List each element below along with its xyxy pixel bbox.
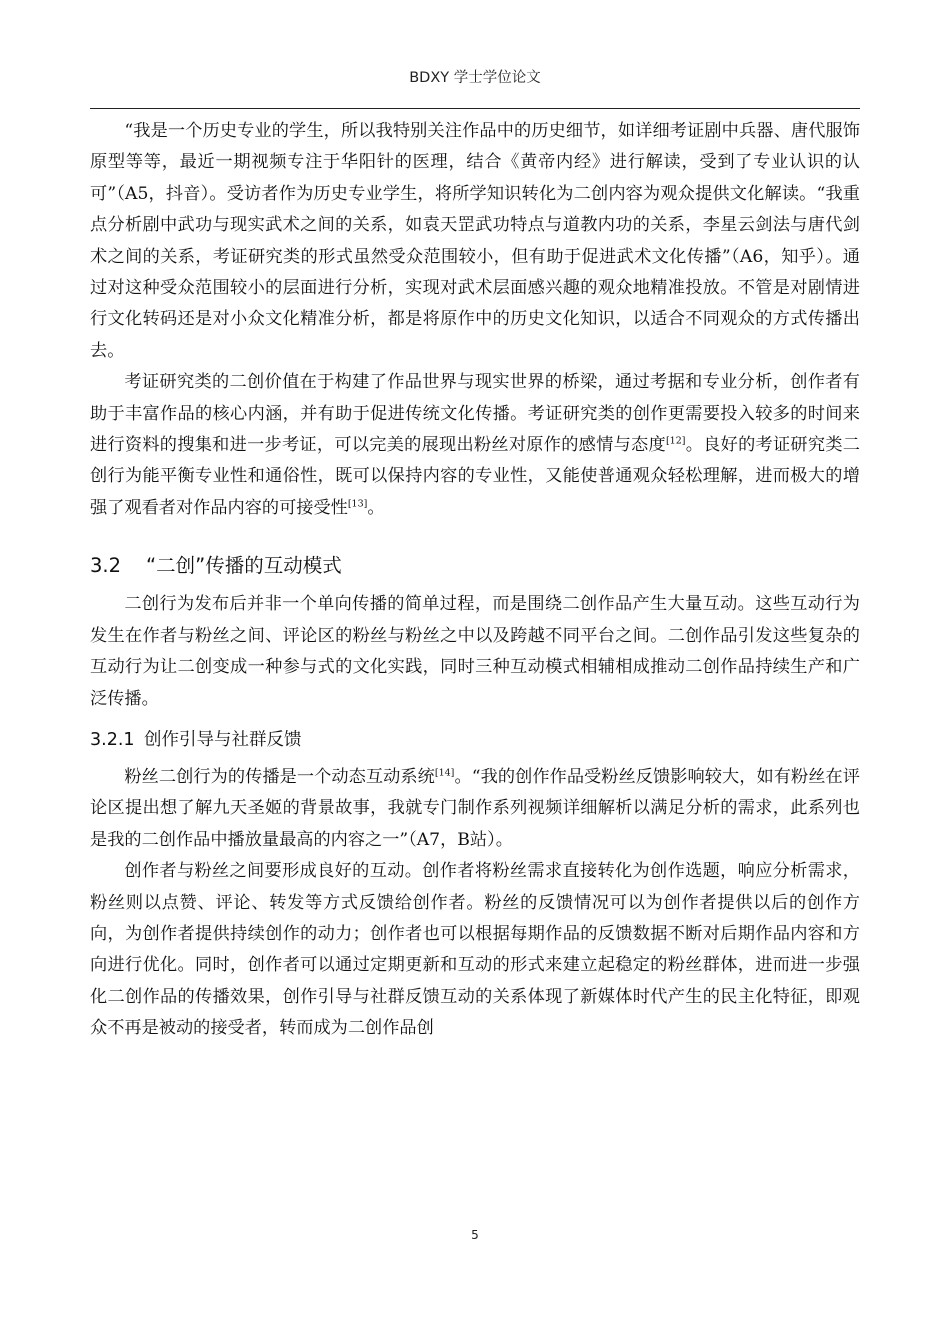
citation-12: [12] bbox=[665, 435, 686, 447]
header-rule bbox=[90, 108, 860, 109]
paragraph-2-text-b: 。良好的考证研究类二创行为能平衡专业性和通俗性，既可以保持内容的专业性，又能使普通观众轻松理解，进而极大的增强了观看者对作品内容的可接受性 bbox=[90, 435, 860, 518]
citation-13: [13] bbox=[347, 498, 368, 510]
page-body bbox=[90, 116, 860, 1045]
paragraph-1: “我是一个历史专业的学生，所以我特别关注作品中的历史细节，如详细考证剧中兵器、唐代服饰原型等等，最近一期视频专注于华阳针的医理，结合《黄帝内经》进行解读，受到了专业认识的认可”（A5，抖音）。受访者作为历史专业学生，将所学知识转化为二创内容为观众提供文化解读。“我重点分析剧中武功与现实武术之间的关系，如袁天罡武功特点与道教内功的关系，李星云剑法与唐代剑术之间的关系，考证研究类的形式虽然受众范围较小，但有助于促进武术文化传播”（A6，知乎）。通过对这种受众范围较小的层面进行分析，实现对武术层面感兴趣的观众地精准投放。不管是对剧情进行文化转码还是对小众文化精准分析，都是将原作中的历史文化知识，以适合不同观众的方式传播出去。 bbox=[90, 121, 860, 361]
section-title: “二创”传播的互动模式 bbox=[146, 554, 342, 578]
paragraph-4-text-a: 粉丝二创行为的传播是一个动态互动系统 bbox=[124, 766, 435, 787]
citation-14: [14] bbox=[434, 767, 455, 779]
page-number: 5 bbox=[471, 1228, 479, 1242]
paragraph-5: 创作者与粉丝之间要形成良好的互动。创作者将粉丝需求直接转化为创作选题，响应分析需求，粉丝则以点赞、评论、转发等方式反馈给创作者。粉丝的反馈情况可以为创作者提供以后的创作方向，为创作者提供持续创作的动力；创作者也可以根据每期作品的反馈数据不断对后期作品内容和方向进行优化。同时，创作者可以通过定期更新和互动的形式来建立起稳定的粉丝群体，进而进一步强化二创作品的传播效果，创作引导与社群反馈互动的关系体现了新媒体时代产生的民主化特征，即观众不再是被动的接受者，转而成为二创作品创 bbox=[90, 861, 860, 1039]
paragraph-2-text-c: 。 bbox=[367, 497, 385, 518]
section-heading-3-2 bbox=[90, 524, 860, 589]
section-number: 3.2 bbox=[90, 554, 122, 578]
paragraph-4-text-b: 。“我的创作作品受粉丝反馈影响较大，如有粉丝在评论区提出想了解九天圣姬的背景故事，我就专门制作系列视频详细解析以满足分析的需求，此系列也是我的二创作品中播放量最高的内容之一”（A7，B站）。 bbox=[90, 766, 860, 850]
subsection-heading-3-2-1 bbox=[90, 715, 860, 762]
paragraph-3: 二创行为发布后并非一个单向传播的简单过程，而是围绕二创作品产生大量互动。这些互动行为发生在作者与粉丝之间、评论区的粉丝与粉丝之中以及跨越不同平台之间。二创作品引发这些复杂的互动行为让二创变成一种参与式的文化实践，同时三种互动模式相辅相成推动二创作品持续生产和广泛传播。 bbox=[90, 594, 860, 709]
running-header: BDXY 学士学位论文 bbox=[409, 70, 541, 86]
paragraph-2-text-a: 考证研究类的二创价值在于构建了作品世界与现实世界的桥梁，通过考据和专业分析，创作者有助于丰富作品的核心内涵，并有助于促进传统文化传播。考证研究类的创作更需要投入较多的时间来进行资料的搜集和进一步考证，可以完美的展现出粉丝对原作的感情与态度 bbox=[90, 372, 860, 456]
paragraph-4 bbox=[90, 762, 860, 856]
subsection-title: 创作引导与社群反馈 bbox=[144, 729, 302, 750]
paragraph-2 bbox=[90, 367, 860, 524]
subsection-number: 3.2.1 bbox=[90, 729, 135, 750]
